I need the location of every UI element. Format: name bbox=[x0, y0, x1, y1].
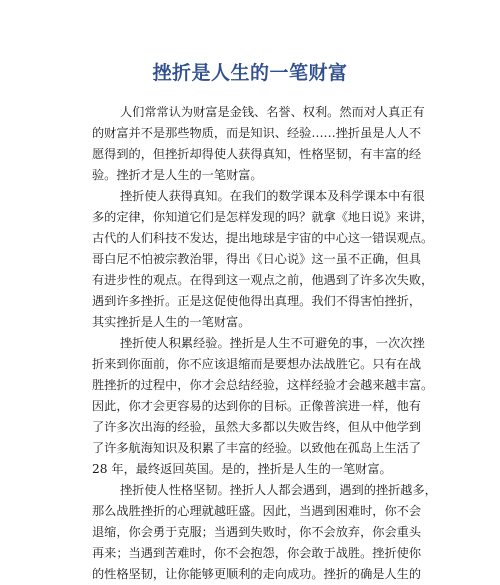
text-line: 愿得到的，但挫折却得使人获得真知，性格坚韧，有丰富的经 bbox=[92, 147, 422, 161]
text-line: 验。挫折才是人生的一笔财富。 bbox=[92, 168, 263, 182]
text-line: 挫折使人积累经验。挫折是人生不可避免的事，一次次挫 bbox=[120, 336, 425, 350]
document-body bbox=[92, 102, 437, 585]
text-line: 遇到许多挫折。正是这促使他得出真理。我们不得害怕挫折， bbox=[92, 294, 422, 308]
text-line: 了许多航海知识及积累了丰富的经验。以致他在孤岛上生活了 bbox=[92, 441, 422, 455]
text-line: 多的定律，你知道它们是怎样发现的吗？就拿《地日说》来讲， bbox=[92, 210, 434, 224]
text-line: 有进步性的观点。在得到这一观点之前，他遇到了许多次失败， bbox=[92, 273, 434, 287]
text-line: 胜挫折的过程中，你才会总结经验，这样经验才会越来越丰富。 bbox=[92, 378, 434, 392]
text-line: 古代的人们科技不发达，提出地球是宇宙的中心这一错误观点。 bbox=[92, 231, 434, 245]
text-line: 退缩，你会勇于克服；当遇到失败时，你不会放弃，你会重头 bbox=[92, 525, 422, 539]
text-line: 因此，你才会更容易的达到你的目标。正像普滨进一样，他有 bbox=[92, 399, 422, 413]
text-line: 挫折使人性格坚韧。挫折人人都会遇到，遇到的挫折越多， bbox=[120, 483, 437, 497]
text-line: 折来到你面前，你不应该退缩而是要想办法战胜它。只有在战 bbox=[92, 357, 422, 371]
text-line: 的性格坚韧，让你能够更顺利的走向成功。挫折的确是人生的 bbox=[92, 567, 422, 581]
text-line: 挫折使人获得真知。在我们的数学课本及科学课本中有很 bbox=[120, 189, 425, 203]
text-line: 再来；当遇到苦难时，你不会抱怨，你会敢于战胜。挫折使你 bbox=[92, 546, 422, 560]
text-line: 的财富并不是那些物质，而是知识、经验……挫折虽是人人不 bbox=[92, 126, 422, 140]
document-title: 挫折是人生的一笔财富 bbox=[152, 62, 348, 84]
text-line: 那么战胜挫折的心理就越旺盛。因此，当遇到困难时，你不会 bbox=[92, 504, 422, 518]
text-line: 28 年，最终返回英国。是的，挫折是人生的一笔财富。 bbox=[92, 462, 392, 476]
text-line: 了许多次出海的经验，虽然大多都以失败告终，但从中他学到 bbox=[92, 420, 422, 434]
text-line: 哥白尼不怕被宗教治罪，得出《日心说》这一虽不正确，但具 bbox=[92, 252, 422, 266]
text-line: 人们常常认为财富是金钱、名誉、权利。然而对人真正有 bbox=[120, 105, 425, 119]
text-line: 其实挫折是人生的一笔财富。 bbox=[92, 315, 251, 329]
